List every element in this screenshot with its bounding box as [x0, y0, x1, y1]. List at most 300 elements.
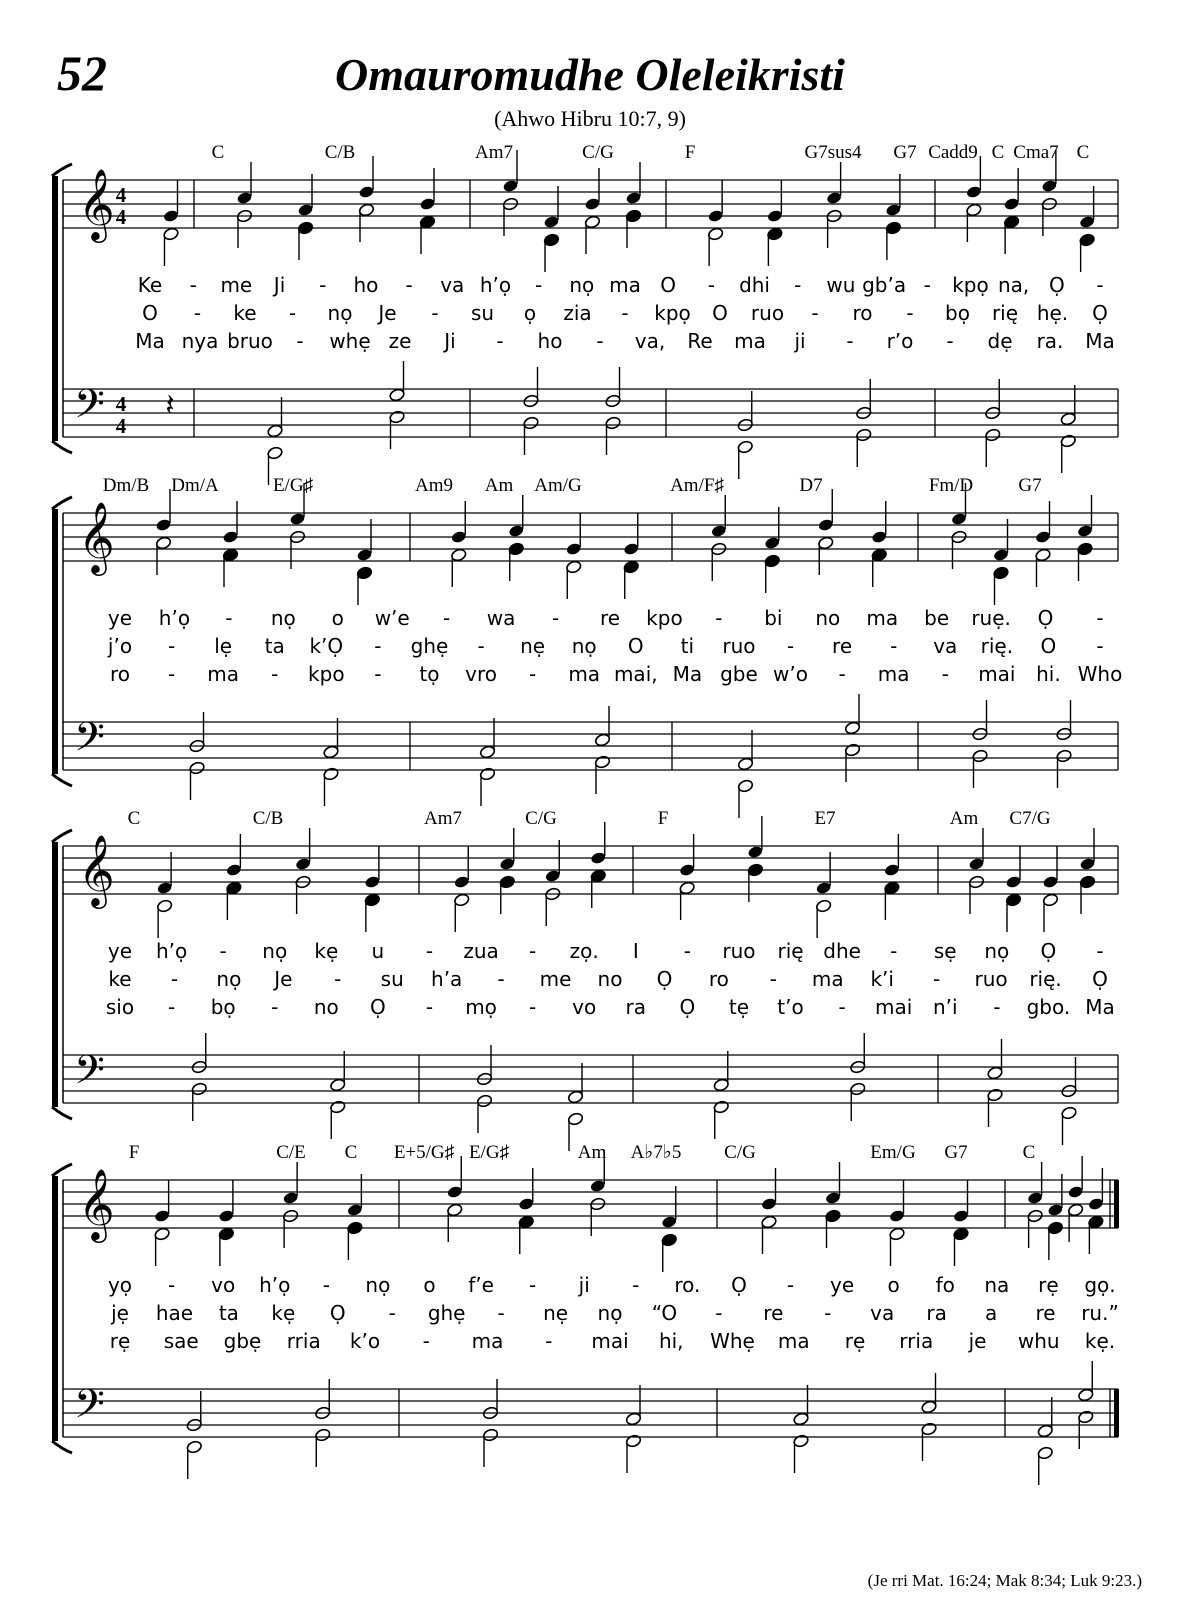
chord-symbol: C — [991, 142, 1005, 163]
chord-symbol: Am — [577, 1142, 607, 1163]
chord-symbol: Cma7 — [1013, 142, 1059, 163]
lyric-syllable: ra — [625, 995, 647, 1019]
lyric-hyphen: - — [1096, 634, 1104, 658]
lyric-syllable: ọ — [523, 301, 537, 325]
lyric-syllable: ruo — [750, 301, 785, 325]
lyric-syllable: rię — [777, 939, 804, 963]
lyric-hyphen: - — [477, 634, 485, 658]
lyric-hyphen: - — [890, 634, 898, 658]
lyric-syllable: wa — [486, 606, 516, 630]
lyric-syllable: nọ — [597, 1301, 623, 1325]
lyric-syllable: va — [440, 273, 465, 297]
lyric-syllable: rię. — [1029, 967, 1062, 991]
lyric-syllable: bọ — [945, 301, 970, 325]
treble-clef-icon: 𝄞 — [78, 500, 115, 573]
lyric-syllable: sae — [163, 1329, 199, 1353]
lyric-syllable: gbe — [720, 662, 758, 686]
lyric-syllable: ro — [852, 301, 873, 325]
lyric-syllable: nọ — [569, 273, 595, 297]
lyric-hyphen: - — [596, 329, 604, 353]
lyric-syllable: a — [984, 1301, 998, 1325]
treble-clef-icon: 𝄞 — [78, 167, 115, 240]
chord-symbol: G7 — [1018, 475, 1042, 496]
lyric-hyphen: - — [838, 662, 846, 686]
lyric-hyphen: - — [993, 995, 1001, 1019]
lyric-syllable: h’ọ — [479, 273, 512, 297]
lyric-syllable: ghẹ — [410, 634, 449, 658]
lyric-syllable: rẹ — [109, 1329, 131, 1353]
lyric-hyphen: - — [388, 1301, 396, 1325]
lyric-syllable: vo — [572, 995, 597, 1019]
lyric-syllable: gb’a — [862, 273, 907, 297]
lyric-syllable: O — [712, 301, 728, 325]
lyric-hyphen: - — [794, 273, 802, 297]
time-signature-numerator: 4 — [115, 392, 127, 416]
lyric-syllable: k’Ọ — [309, 634, 344, 658]
chord-symbol: C — [344, 1142, 358, 1163]
lyric-syllable: kẹ. — [1084, 1329, 1116, 1353]
lyric-syllable: gbẹ — [223, 1329, 262, 1353]
lyric-syllable: bruo — [227, 329, 273, 353]
lyric-syllable: ji — [578, 1273, 590, 1297]
lyric-hyphen: - — [933, 967, 941, 991]
lyric-hyphen: - — [923, 273, 931, 297]
song-number: 52 — [57, 45, 107, 101]
lyric-hyphen: - — [497, 1301, 505, 1325]
chord-symbol: C — [211, 142, 225, 163]
lyric-syllable: re — [1035, 1301, 1056, 1325]
lyric-hyphen: - — [535, 273, 543, 297]
lyric-syllable: tẹ — [728, 995, 750, 1019]
lyric-syllable: ma — [609, 273, 641, 297]
lyric-syllable: ma — [568, 662, 601, 686]
lyric-syllable: ma — [471, 1329, 504, 1353]
lyric-syllable: Ọ — [1092, 967, 1108, 991]
lyric-syllable: nẹ — [543, 1301, 569, 1325]
final-thick-barline — [1114, 1389, 1119, 1437]
lyric-hyphen: - — [707, 273, 715, 297]
lyric-syllable: ra — [926, 1301, 947, 1325]
chord-symbol: C — [1022, 1142, 1036, 1163]
chord-symbol: C — [127, 808, 141, 829]
lyric-hyphen: - — [334, 967, 342, 991]
lyric-syllable: Ji — [273, 273, 286, 297]
lyric-hyphen: - — [1096, 273, 1104, 297]
lyric-hyphen: - — [422, 1329, 430, 1353]
lyric-hyphen: - — [288, 301, 297, 325]
lyric-syllable: rię — [991, 301, 1019, 325]
lyric-hyphen: - — [838, 995, 846, 1019]
lyric-syllable: ma — [777, 1329, 810, 1353]
lyric-syllable: zọ. — [569, 939, 599, 963]
lyric-syllable: ke — [108, 967, 132, 991]
lyric-syllable: be — [924, 606, 950, 630]
lyric-syllable: gbo. — [1026, 995, 1071, 1019]
lyric-hyphen: - — [193, 301, 202, 325]
lyric-syllable: “O — [651, 1301, 678, 1325]
scripture-reference: (Ahwo Hibru 10:7, 9) — [494, 106, 686, 131]
lyric-hyphen: - — [906, 301, 914, 325]
lyric-syllable: ti — [680, 634, 695, 658]
lyric-syllable: h’ọ — [158, 606, 191, 630]
lyric-syllable: nọ — [327, 301, 353, 325]
lyric-hyphen: - — [431, 301, 439, 325]
lyric-syllable: me — [539, 967, 572, 991]
lyric-syllable: kpo — [308, 662, 345, 686]
lyric-hyphen: - — [786, 1273, 795, 1297]
bracket-top-hook — [52, 164, 72, 176]
lyric-syllable: kpọ — [654, 301, 691, 325]
lyric-syllable: zia — [563, 301, 592, 325]
lyric-syllable: Ọ — [1037, 606, 1054, 630]
bass-clef-icon: 𝄢 — [74, 1047, 105, 1103]
lyric-syllable: hae — [155, 1301, 194, 1325]
lyric-syllable: Ma — [1085, 329, 1115, 353]
chord-symbol: G7 — [944, 1142, 968, 1163]
lyric-syllable: na, — [997, 273, 1030, 297]
treble-clef-icon: 𝄞 — [78, 833, 115, 906]
bracket-top-hook — [52, 497, 72, 509]
lyric-hyphen: - — [319, 273, 327, 297]
lyric-syllable: no — [313, 995, 339, 1019]
lyric-syllable: ji — [794, 329, 806, 353]
lyric-hyphen: - — [225, 606, 233, 630]
lyric-syllable: lẹ — [214, 634, 233, 658]
chord-symbol: Dm/A — [171, 475, 219, 496]
lyric-syllable: h’a — [431, 967, 463, 991]
lyric-syllable: ro — [708, 967, 729, 991]
lyric-syllable: Ma — [1085, 995, 1115, 1019]
lyric-syllable: Ma — [135, 329, 165, 353]
lyric-syllable: bọ — [210, 995, 236, 1019]
lyric-hyphen: - — [189, 273, 197, 297]
chord-symbol: Fm/D — [928, 475, 974, 496]
chord-symbol: C/B — [324, 142, 356, 163]
lyric-hyphen: - — [529, 939, 537, 963]
lyric-syllable: u — [371, 939, 385, 963]
lyric-syllable: kpo — [646, 606, 683, 630]
lyric-hyphen: - — [496, 329, 504, 353]
lyric-syllable: o — [423, 1273, 436, 1297]
lyric-hyphen: - — [529, 1273, 537, 1297]
chord-symbol: E+5/G♯ — [393, 1142, 455, 1163]
lyric-syllable: nọ — [571, 634, 597, 658]
chord-symbol: Am7 — [424, 808, 462, 829]
lyric-syllable: whẹ — [329, 329, 371, 353]
lyric-syllable: nẹ — [520, 634, 546, 658]
lyric-hyphen: - — [1096, 606, 1104, 630]
lyric-syllable: o — [887, 1273, 900, 1297]
lyric-syllable: dẹ — [987, 329, 1013, 353]
lyric-syllable: no — [815, 606, 841, 630]
lyric-syllable: hẹ. — [1036, 301, 1069, 325]
bracket-bottom-hook — [52, 1441, 72, 1453]
lyric-syllable: yọ — [107, 1273, 133, 1297]
lyric-syllable: na — [984, 1273, 1010, 1297]
lyric-syllable: hi, — [658, 1329, 684, 1353]
lyric-syllable: Re — [687, 329, 713, 353]
lyric-syllable: O — [627, 634, 644, 658]
lyric-syllable: w’o — [773, 662, 809, 686]
chord-symbol: G7sus4 — [804, 142, 862, 163]
chord-symbol: E7 — [814, 808, 836, 829]
lyric-syllable: ro — [109, 662, 131, 686]
lyric-syllable: re — [832, 634, 853, 658]
chord-symbol: C/B — [252, 808, 284, 829]
lyric-syllable: gọ. — [1084, 1273, 1116, 1297]
lyric-syllable: hi. — [1036, 662, 1061, 686]
lyric-syllable: vro — [465, 662, 497, 686]
lyric-syllable: nọ — [984, 939, 1010, 963]
lyric-syllable: n’i — [932, 995, 958, 1019]
footer-references: (Je rri Mat. 16:24; Mak 8:34; Luk 9:23.) — [867, 1571, 1142, 1590]
bracket-bottom-hook — [52, 774, 72, 786]
lyric-syllable: nya — [181, 329, 219, 353]
lyric-syllable: vo — [211, 1273, 236, 1297]
lyric-hyphen: - — [683, 939, 691, 963]
lyric-syllable: ze — [388, 329, 412, 353]
chord-symbol: Dm/B — [102, 475, 150, 496]
lyric-hyphen: - — [551, 606, 560, 630]
lyric-syllable: rię. — [980, 634, 1014, 658]
bass-clef-icon: 𝄢 — [74, 1381, 105, 1437]
lyric-hyphen: - — [811, 301, 819, 325]
lyric-hyphen: - — [167, 1273, 176, 1297]
lyric-syllable: I — [632, 939, 639, 963]
lyric-syllable: tọ — [419, 662, 440, 686]
lyric-syllable: ta — [218, 1301, 239, 1325]
lyric-syllable: j’o — [107, 634, 133, 658]
lyric-hyphen: - — [443, 606, 451, 630]
lyric-syllable: va — [870, 1301, 895, 1325]
bracket-bottom-hook — [52, 441, 72, 453]
lyric-hyphen: - — [545, 1329, 553, 1353]
lyric-syllable: ma — [734, 329, 766, 353]
chord-symbol: C/G — [582, 142, 614, 163]
lyric-syllable: Whẹ — [710, 1329, 755, 1353]
lyric-hyphen: - — [374, 634, 382, 658]
lyric-syllable: h’ọ — [155, 939, 188, 963]
lyric-hyphen: - — [425, 995, 434, 1019]
lyric-syllable: bi — [764, 606, 783, 630]
lyric-syllable: w’e — [374, 606, 410, 630]
lyric-syllable: o — [331, 606, 344, 630]
lyric-hyphen: - — [219, 939, 227, 963]
lyric-syllable: whu — [1017, 1329, 1060, 1353]
chord-symbol: E/G♯ — [272, 475, 314, 496]
lyric-syllable: wu — [826, 273, 856, 297]
lyric-syllable: rẹ — [844, 1329, 866, 1353]
lyric-syllable: ye — [107, 939, 133, 963]
lyric-syllable: f’e — [468, 1273, 494, 1297]
lyric-hyphen: - — [632, 1273, 640, 1297]
chord-symbol: Am9 — [415, 475, 453, 496]
chord-symbol: F — [684, 142, 696, 163]
lyric-syllable: rria — [899, 1329, 934, 1353]
bracket-top-hook — [52, 830, 72, 842]
lyric-syllable: O — [142, 301, 158, 325]
chord-symbol: Am — [949, 808, 979, 829]
lyric-syllable: Ọ — [1040, 939, 1057, 963]
lyric-syllable: re — [763, 1301, 784, 1325]
lyric-syllable: Ma — [672, 662, 703, 686]
time-signature-numerator: 4 — [115, 183, 127, 207]
chord-symbol: Am — [484, 475, 514, 496]
lyric-syllable: rẹ — [1038, 1273, 1059, 1297]
lyric-syllable: ke — [233, 301, 257, 325]
chord-symbol: G7 — [893, 142, 917, 163]
lyric-syllable: ma — [811, 967, 844, 991]
chord-symbol: C — [1076, 142, 1090, 163]
lyric-syllable: kẹ — [271, 1301, 296, 1325]
lyric-hyphen: - — [497, 967, 505, 991]
lyric-hyphen: - — [941, 662, 949, 686]
lyric-hyphen: - — [715, 606, 723, 630]
lyric-hyphen: - — [271, 662, 279, 686]
lyric-syllable: Ọ — [731, 1273, 747, 1297]
lyric-syllable: ma — [877, 662, 910, 686]
lyric-hyphen: - — [296, 329, 304, 353]
lyric-syllable: Ji — [444, 329, 456, 353]
lyric-syllable: nọ — [216, 967, 242, 991]
lyric-syllable: nọ — [262, 939, 288, 963]
lyric-syllable: ho — [353, 273, 379, 297]
lyric-syllable: kẹ — [314, 939, 339, 963]
lyric-syllable: re — [599, 606, 621, 630]
lyric-syllable: t’o — [777, 995, 804, 1019]
lyric-hyphen: - — [1096, 939, 1104, 963]
lyric-syllable: dhe — [823, 939, 861, 963]
lyric-syllable: ho — [537, 329, 563, 353]
lyric-syllable: Ọ — [679, 995, 696, 1019]
lyric-syllable: sio — [105, 995, 135, 1019]
chord-symbol: C/E — [276, 1142, 306, 1163]
system-bracket — [52, 509, 58, 774]
chord-symbol: C/G — [724, 1142, 756, 1163]
lyric-syllable: Ọ — [1048, 273, 1065, 297]
lyric-syllable: mọ — [465, 995, 497, 1019]
lyric-hyphen: - — [425, 939, 434, 963]
lyric-syllable: ru.” — [1081, 1301, 1119, 1325]
lyric-hyphen: - — [715, 1301, 723, 1325]
lyric-syllable: rria — [286, 1329, 321, 1353]
lyric-syllable: va — [933, 634, 958, 658]
lyric-hyphen: - — [769, 967, 777, 991]
lyric-syllable: O — [660, 273, 677, 297]
system-bracket — [52, 176, 58, 441]
lyric-syllable: Ọ — [370, 995, 386, 1019]
time-signature-denominator: 4 — [115, 205, 127, 229]
chord-symbol: Am/F♯ — [670, 475, 724, 496]
lyric-syllable: sẹ — [933, 939, 957, 963]
lyric-hyphen: - — [846, 329, 854, 353]
lyric-syllable: ma — [207, 662, 240, 686]
lyric-hyphen: - — [374, 662, 382, 686]
bass-clef-icon: 𝄢 — [74, 381, 105, 437]
lyric-hyphen: - — [405, 273, 413, 297]
chord-symbol: Em/G — [870, 1142, 916, 1163]
chord-symbol: C7/G — [1009, 808, 1051, 829]
chord-symbol: F — [657, 808, 669, 829]
bracket-bottom-hook — [52, 1107, 72, 1119]
lyric-hyphen: - — [322, 1273, 330, 1297]
lyric-hyphen: - — [890, 939, 898, 963]
lyric-syllable: ro. — [674, 1273, 701, 1297]
lyric-syllable: su — [380, 967, 404, 991]
lyric-syllable: su — [470, 301, 495, 325]
system-bracket — [52, 842, 58, 1107]
lyric-syllable: mai — [978, 662, 1016, 686]
lyric-syllable: me — [220, 273, 253, 297]
time-signature-denominator: 4 — [115, 414, 127, 438]
lyric-syllable: k’i — [870, 967, 894, 991]
song-title: Omauromudhe Oleleikristi — [335, 49, 845, 100]
lyric-hyphen: - — [946, 329, 954, 353]
lyric-syllable: no — [597, 967, 623, 991]
lyric-syllable: Ọ — [1092, 301, 1108, 325]
chord-symbol: E/G♯ — [468, 1142, 510, 1163]
lyric-hyphen: - — [170, 967, 179, 991]
lyric-hyphen: - — [529, 662, 537, 686]
chord-symbol: A♭7♭5 — [630, 1142, 682, 1163]
lyric-syllable: ruẹ. — [971, 606, 1011, 630]
lyric-syllable: ruo — [722, 634, 756, 658]
lyric-syllable: nọ — [270, 606, 296, 630]
lyric-syllable: fo — [935, 1273, 955, 1297]
lyric-hyphen: - — [167, 662, 176, 686]
lyric-syllable: ruo — [974, 967, 1008, 991]
lyric-syllable: ma — [866, 606, 899, 630]
quarter-rest-icon: 𝄽 — [165, 388, 175, 423]
lyric-syllable: ra. — [1036, 329, 1064, 353]
lyric-syllable: jẹ — [111, 1301, 129, 1325]
lyric-hyphen: - — [529, 995, 537, 1019]
bass-clef-icon: 𝄢 — [74, 714, 105, 770]
lyric-syllable: Ọ — [329, 1301, 346, 1325]
system-bracket — [52, 1176, 58, 1441]
chord-symbol: D7 — [799, 475, 823, 496]
lyric-syllable: mai — [591, 1329, 629, 1353]
lyric-syllable: Je — [274, 967, 293, 991]
chord-symbol: Am/G — [534, 475, 582, 496]
lyric-syllable: Who — [1077, 662, 1123, 686]
lyric-syllable: zua — [463, 939, 499, 963]
lyric-hyphen: - — [167, 995, 176, 1019]
lyric-syllable: dhi — [739, 273, 771, 297]
lyric-hyphen: - — [621, 301, 629, 325]
lyric-syllable: h’ọ — [259, 1273, 291, 1297]
lyric-syllable: Je — [378, 301, 397, 325]
lyric-syllable: ghẹ — [427, 1301, 466, 1325]
lyric-syllable: mai, — [613, 662, 658, 686]
lyric-syllable: nọ — [365, 1273, 391, 1297]
chord-symbol: Cadd9 — [928, 142, 978, 163]
lyric-hyphen: - — [271, 995, 279, 1019]
lyric-syllable: r’o — [886, 329, 914, 353]
lyric-syllable: ta — [264, 634, 285, 658]
chord-symbol: C/G — [525, 808, 557, 829]
lyric-syllable: ye — [107, 606, 133, 630]
bracket-top-hook — [52, 1164, 72, 1176]
lyric-syllable: ruo — [722, 939, 756, 963]
lyric-hyphen: - — [824, 1301, 832, 1325]
lyric-syllable: ye — [830, 1273, 855, 1297]
lyric-syllable: va, — [634, 329, 666, 353]
lyric-syllable: k’o — [349, 1329, 381, 1353]
chord-symbol: F — [128, 1142, 140, 1163]
lyric-hyphen: - — [167, 634, 176, 658]
lyric-hyphen: - — [786, 634, 795, 658]
